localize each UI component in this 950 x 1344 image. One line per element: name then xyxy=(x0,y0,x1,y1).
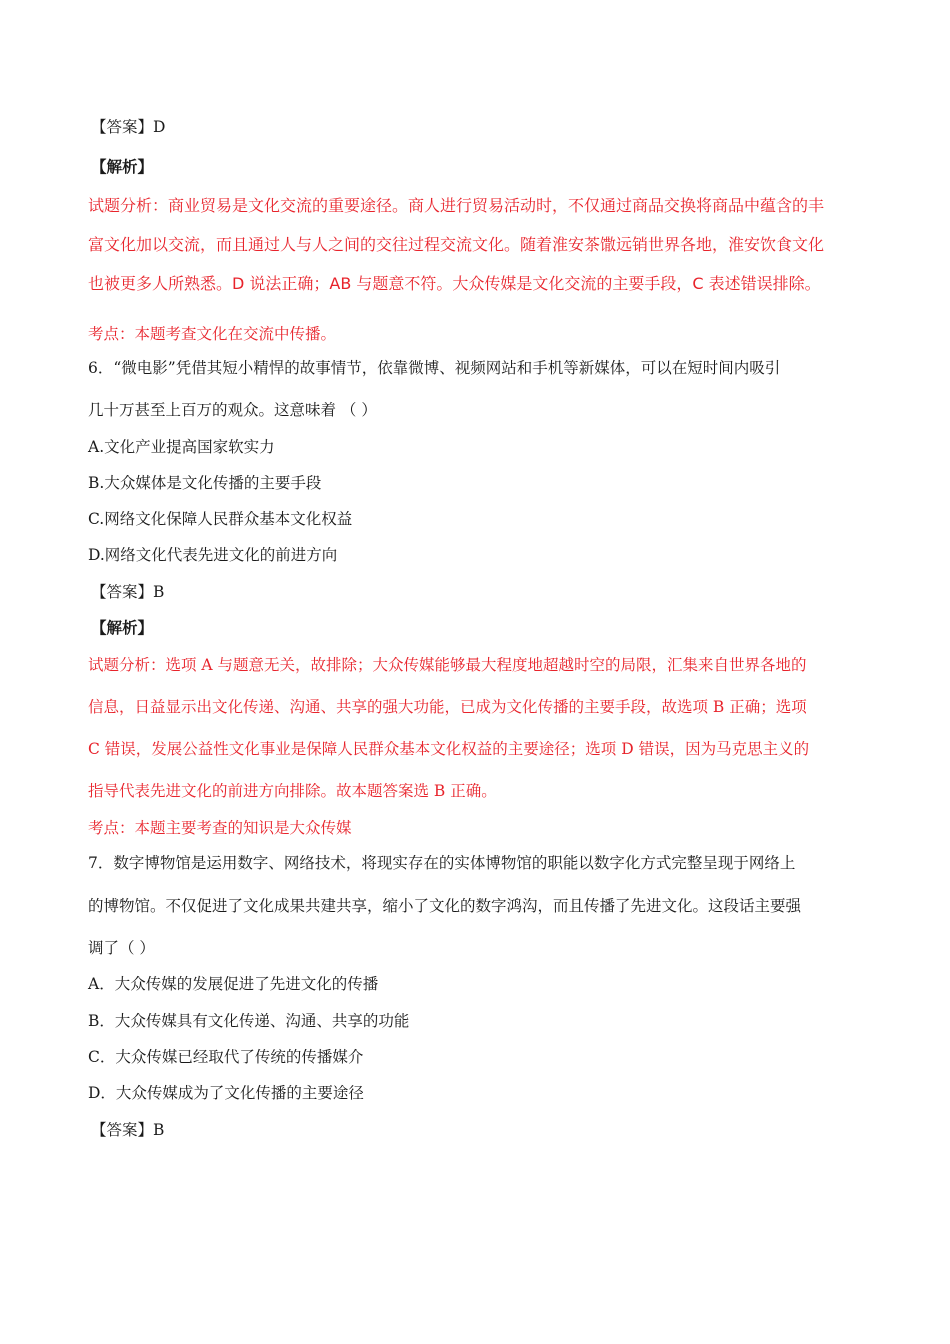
q6-analysis-label: 【解析】 xyxy=(91,618,154,637)
q7-option-a: A．大众传媒的发展促进了先进文化的传播 xyxy=(88,975,379,993)
q7-stem-line: 7．数字博物馆是运用数字、网络技术，将现实存在的实体博物馆的职能以数字化方式完整呈现于网络上 xyxy=(88,854,796,872)
q5-kaodian: 考点：本题考查文化在交流中传播。 xyxy=(88,325,337,343)
q6-analysis-line: C 错误，发展公益性文化事业是保障人民群众基本文化权益的主要途径；选项 D 错误，因为马克思主义的 xyxy=(88,740,810,758)
q5-analysis-label: 【解析】 xyxy=(91,157,154,176)
q6-stem-line: 6．“微电影”凭借其短小精悍的故事情节，依靠微博、视频网站和手机等新媒体，可以在短时间内吸引 xyxy=(88,359,781,377)
q6-option-b: B.大众媒体是文化传播的主要手段 xyxy=(88,474,322,492)
q6-analysis-line: 试题分析：选项 A 与题意无关，故排除；大众传媒能够最大程度地超越时空的局限，汇集来自世界各地的 xyxy=(88,656,807,674)
q7-option-d: D．大众传媒成为了文化传播的主要途径 xyxy=(88,1084,364,1102)
q7-option-b: B．大众传媒具有文化传递、沟通、共享的功能 xyxy=(88,1012,410,1030)
q6-option-a: A.文化产业提高国家软实力 xyxy=(88,438,275,456)
q5-analysis-line: 富文化加以交流，而且通过人与人之间的交往过程交流文化。随着淮安茶馓远销世界各地，淮安饮食文化 xyxy=(88,235,825,254)
q7-stem-line: 的博物馆。不仅促进了文化成果共建共享，缩小了文化的数字鸿沟，而且传播了先进文化。这段话主要强 xyxy=(88,897,802,915)
q5-analysis-line: 也被更多人所熟悉。D 说法正确；AB 与题意不符。大众传媒是文化交流的主要手段，C 表述错误排除。 xyxy=(88,274,821,293)
q6-option-c: C.网络文化保障人民群众基本文化权益 xyxy=(88,510,353,528)
q7-option-c: C．大众传媒已经取代了传统的传播媒介 xyxy=(88,1048,364,1066)
q5-answer: 【答案】D xyxy=(91,118,166,136)
q7-answer: 【答案】B xyxy=(91,1121,165,1139)
q5-analysis-line: 试题分析：商业贸易是文化交流的重要途径。商人进行贸易活动时，不仅通过商品交换将商品中蕴含的丰 xyxy=(88,196,825,215)
q7-stem-line: 调了（ ） xyxy=(88,939,155,957)
q6-analysis-line: 信息，日益显示出文化传递、沟通、共享的强大功能，已成为文化传播的主要手段，故选项 B 正确；选项 xyxy=(88,698,807,716)
q6-answer: 【答案】B xyxy=(91,583,165,601)
q6-kaodian: 考点：本题主要考查的知识是大众传媒 xyxy=(88,819,352,837)
q6-stem-line: 几十万甚至上百万的观众。这意味着 （ ） xyxy=(88,401,377,419)
q6-analysis-line: 指导代表先进文化的前进方向排除。故本题答案选 B 正确。 xyxy=(88,782,497,800)
q6-option-d: D.网络文化代表先进文化的前进方向 xyxy=(88,546,338,564)
